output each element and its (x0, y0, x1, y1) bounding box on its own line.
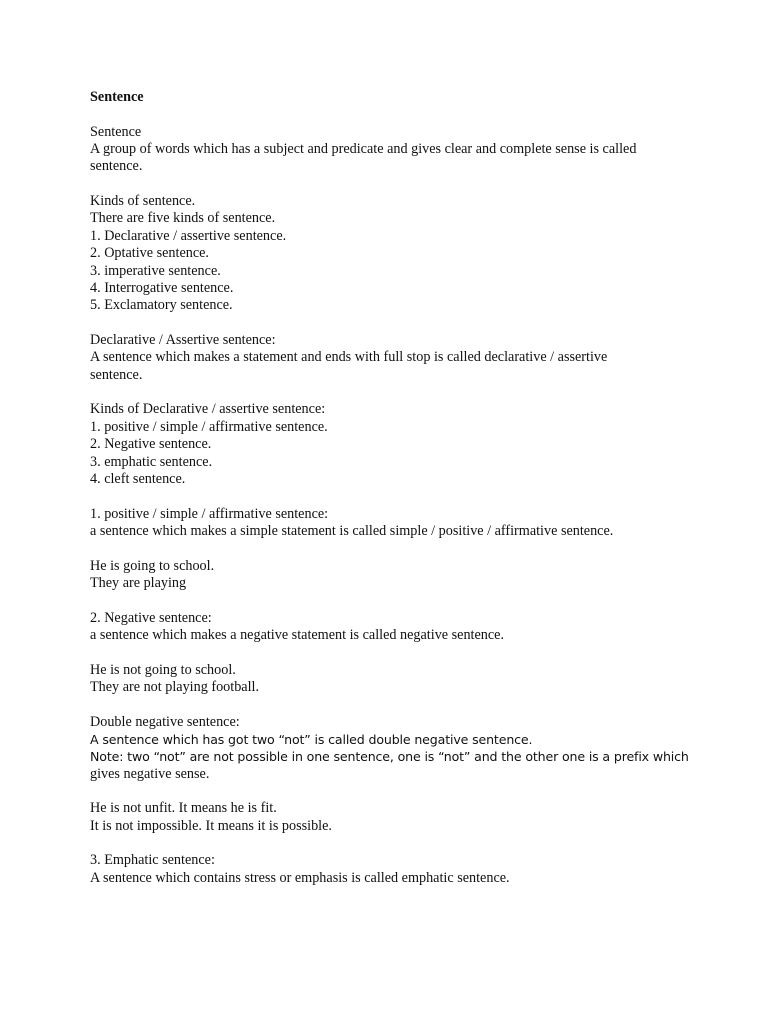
example-line: He is going to school. (90, 557, 215, 574)
negative-section (90, 610, 690, 645)
list-item: 4. cleft sentence. (90, 471, 186, 488)
paragraph-line: a sentence which makes a simple statement is called simple / positive / affirmative sentence. (90, 523, 614, 540)
section-heading: Kinds of sentence. (90, 192, 196, 209)
spacer (90, 315, 690, 332)
list-item: 2. Negative sentence. (90, 436, 212, 453)
declarative-section (90, 332, 690, 384)
list-item: 1. Declarative / assertive sentence. (90, 227, 287, 244)
example-line: It is not impossible. It means it is possible. (90, 817, 332, 834)
list-item: 5. Exclamatory sentence. (90, 297, 233, 314)
paragraph-line: sentence. (90, 158, 143, 175)
spacer (90, 488, 690, 505)
emphatic-section (90, 852, 690, 887)
example-line: They are playing (90, 575, 187, 592)
spacer (90, 176, 690, 193)
paragraph-line: A group of words which has a subject and predicate and gives clear and complete sense is called (90, 140, 637, 157)
section-heading: 2. Negative sentence: (90, 609, 212, 626)
paragraph-line: gives negative sense. (90, 765, 210, 782)
spacer (90, 540, 690, 557)
section-heading: 3. Emphatic sentence: (90, 852, 215, 869)
list-item: 3. emphatic sentence. (90, 453, 213, 470)
section-heading: Declarative / Assertive sentence: (90, 332, 276, 349)
paragraph-line: There are five kinds of sentence. (90, 210, 276, 227)
section-heading: Sentence (90, 123, 142, 140)
paragraph-line: A sentence which has got two “not” is called double negative sentence. (90, 732, 533, 748)
negative-examples (90, 662, 690, 697)
spacer (90, 696, 690, 713)
spacer (90, 106, 690, 123)
double-negative-section (90, 714, 690, 784)
note-line: Note: two “not” are not possible in one sentence, one is “not” and the other one is a prefix which (90, 749, 689, 765)
spacer (90, 592, 690, 609)
document-page (90, 89, 690, 887)
declarative-kinds-section (90, 401, 690, 488)
positive-examples (90, 558, 690, 593)
document-title: Sentence (90, 89, 144, 105)
paragraph-line: sentence. (90, 366, 143, 383)
list-item: 1. positive / simple / affirmative sentence. (90, 418, 328, 435)
spacer (90, 783, 690, 800)
list-item: 2. Optative sentence. (90, 245, 209, 262)
paragraph-line: A sentence which contains stress or emphasis is called emphatic sentence. (90, 869, 510, 886)
definition-section (90, 124, 690, 176)
spacer (90, 384, 690, 401)
section-heading: 1. positive / simple / affirmative sentence: (90, 505, 329, 522)
example-line: He is not unfit. It means he is fit. (90, 800, 277, 817)
double-negative-examples (90, 800, 690, 835)
positive-section (90, 506, 690, 541)
list-item: 3. imperative sentence. (90, 262, 221, 279)
section-heading: Double negative sentence: (90, 713, 240, 730)
kinds-section (90, 193, 690, 315)
list-item: 4. Interrogative sentence. (90, 280, 234, 297)
section-heading: Kinds of Declarative / assertive sentence: (90, 401, 326, 418)
spacer (90, 644, 690, 661)
spacer (90, 835, 690, 852)
paragraph-line: a sentence which makes a negative statement is called negative sentence. (90, 627, 505, 644)
example-line: They are not playing football. (90, 679, 260, 696)
paragraph-line: A sentence which makes a statement and ends with full stop is called declarative / assertive (90, 349, 608, 366)
example-line: He is not going to school. (90, 661, 236, 678)
